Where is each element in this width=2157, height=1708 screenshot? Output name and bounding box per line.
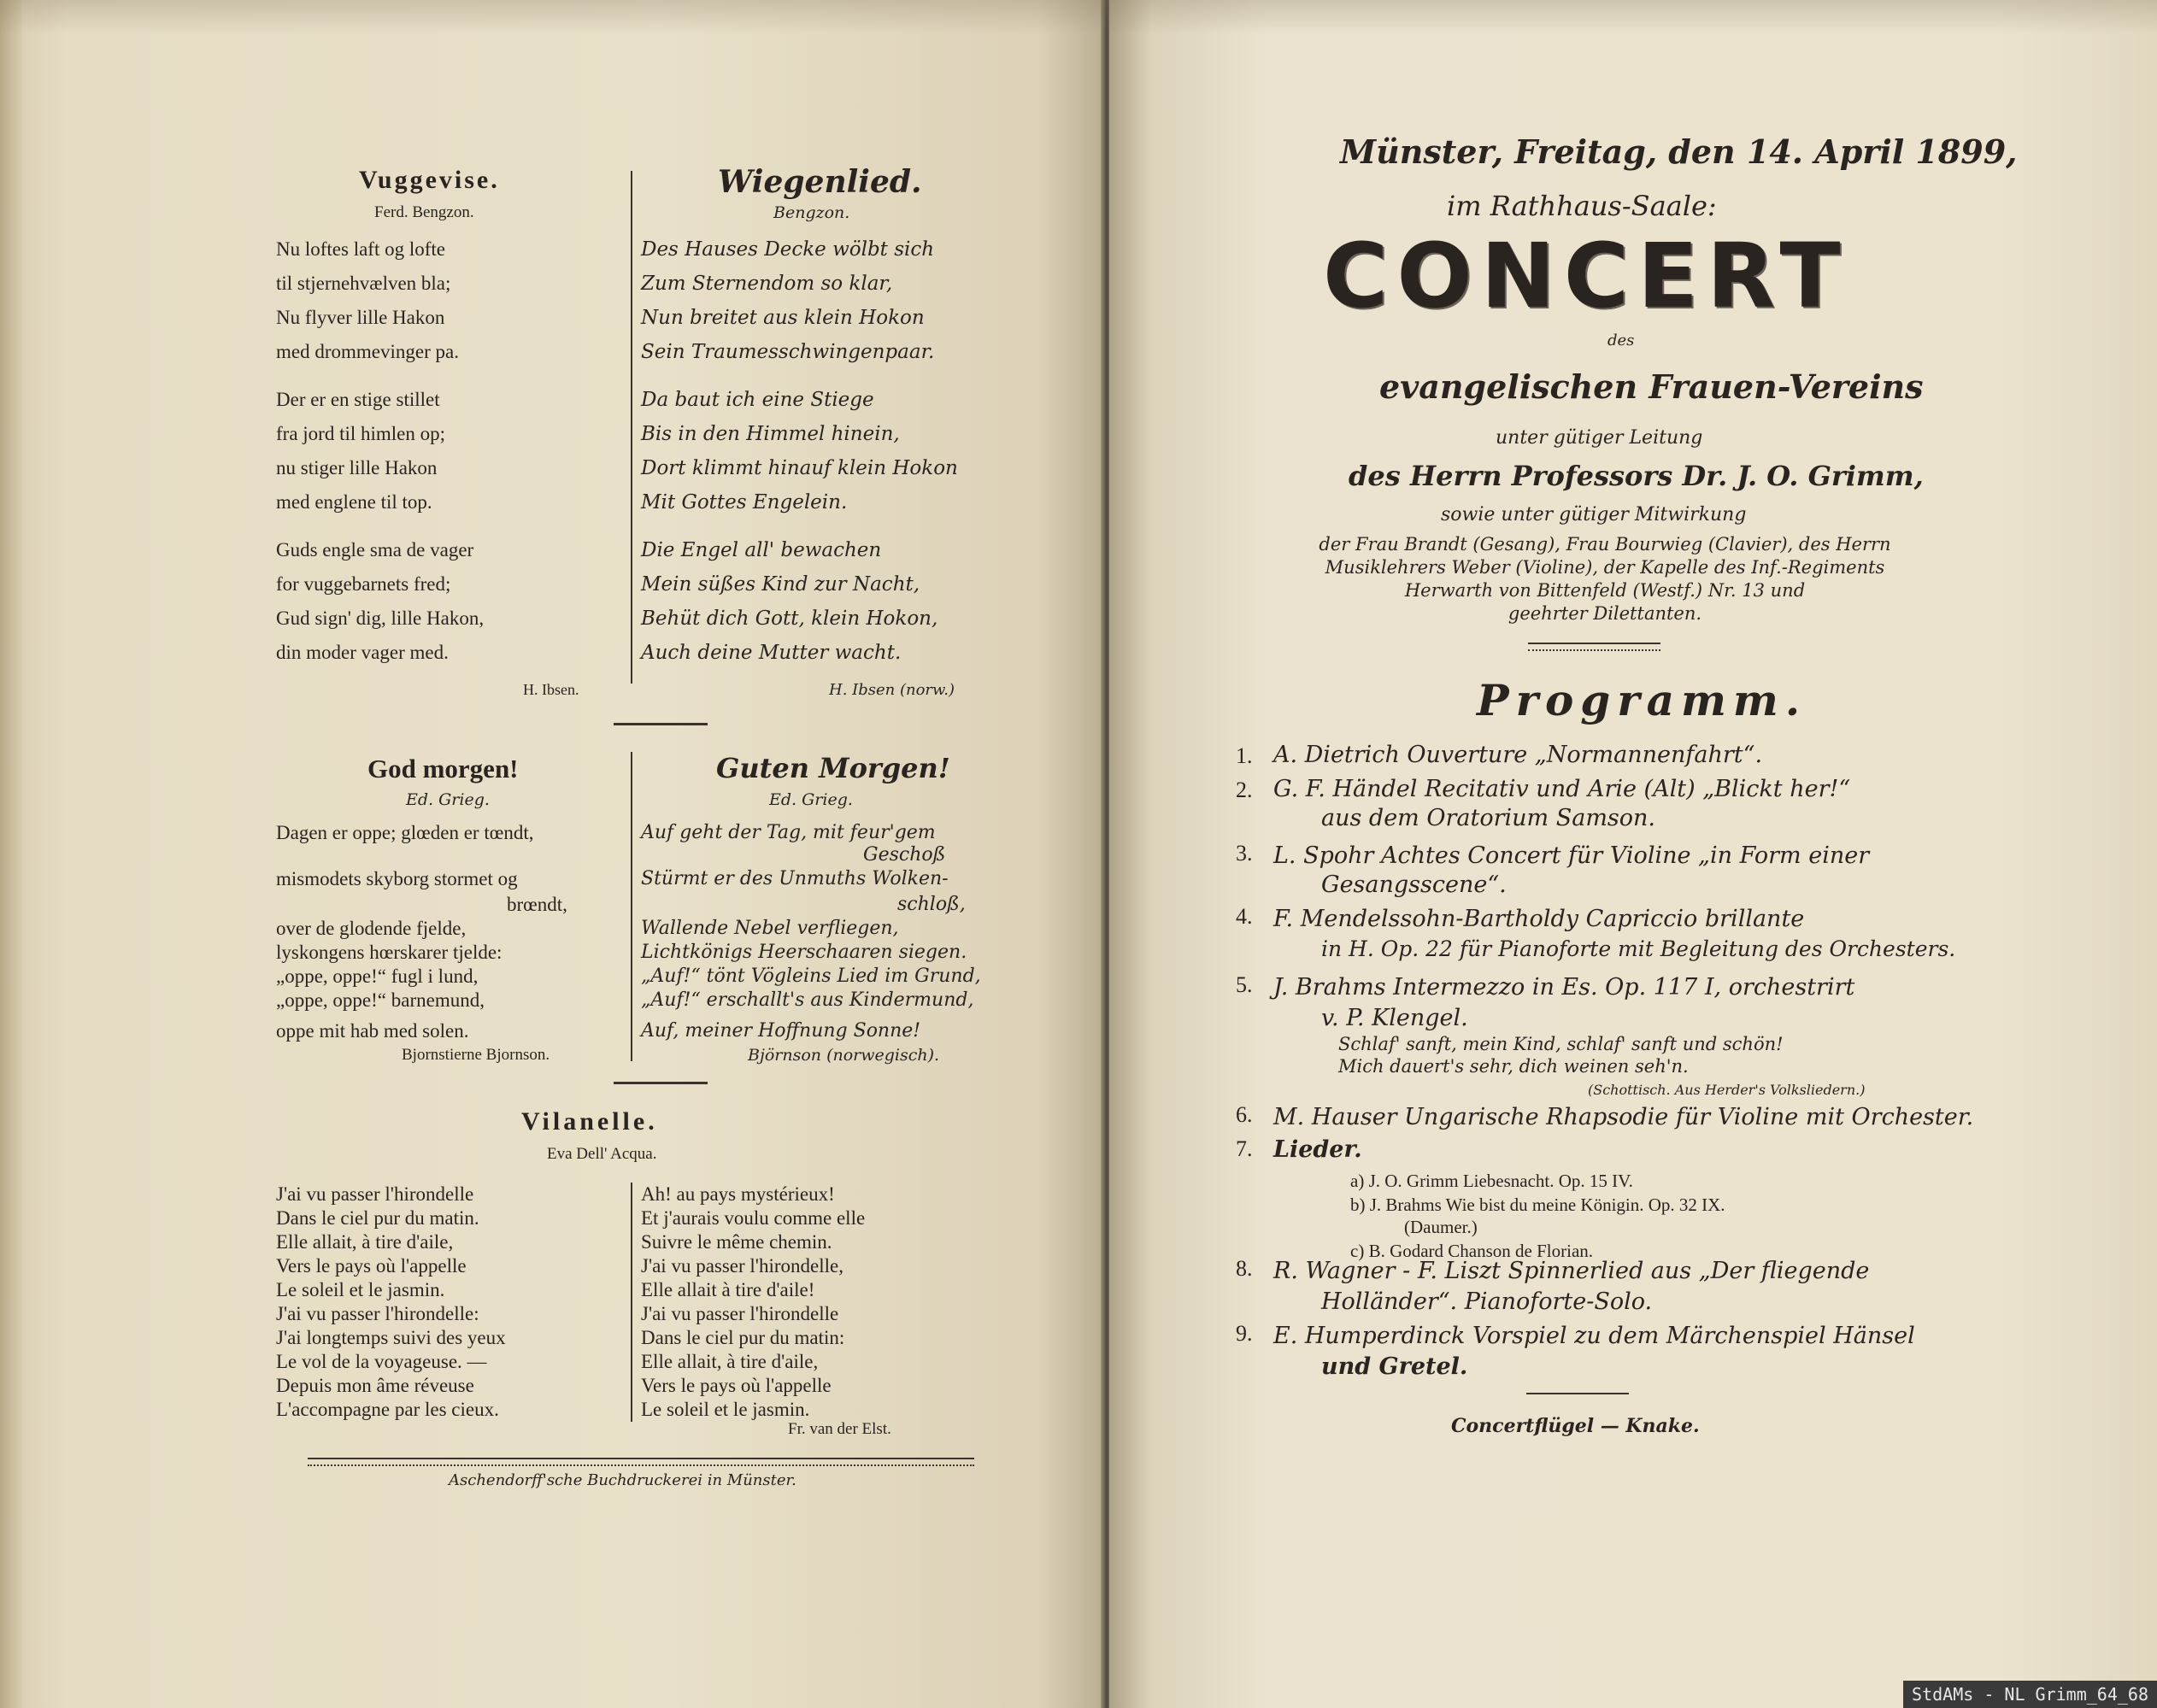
vilanelle-verse-right	[641, 1183, 865, 1422]
performers-line: geehrter Dilettanten.	[1508, 603, 1702, 624]
lied-item: (Daumer.)	[1404, 1217, 1478, 1237]
wiegenlied-author: Bengzon.	[773, 203, 850, 222]
song-verse: Schlaf' sanft, mein Kind, schlaf' sanft und schön!	[1338, 1034, 1784, 1054]
verse-line: Gud sign' dig, lille Hakon,	[276, 607, 485, 629]
item-number: 9.	[1236, 1321, 1253, 1346]
verse-line: med drommevinger pa.	[276, 341, 459, 362]
verse-line: „Auf!“ erschallt's aus Kindermund,	[641, 989, 974, 1011]
verse-line: Sein Traumesschwingenpaar.	[641, 341, 935, 363]
piano-credit: Concertflügel — Knake.	[1451, 1415, 1700, 1437]
item-number: 5.	[1236, 972, 1253, 997]
verse-line: Bis in den Himmel hinein,	[641, 423, 900, 445]
program-item: R. Wagner - F. Liszt Spinnerlied aus „Der fliegende	[1273, 1258, 1870, 1284]
verse-line: Zum Sternendom so klar,	[641, 273, 893, 295]
verse-line: schloß,	[897, 894, 966, 915]
programm-heading: Programm.	[1477, 675, 1807, 725]
des-label: des	[1607, 332, 1635, 349]
wiegenlied-verse	[641, 232, 958, 670]
item-number: 2.	[1236, 778, 1253, 802]
verse-line: „oppe, oppe!“ fugl i lund,	[276, 966, 479, 987]
conductor: des Herrn Professors Dr. J. O. Grimm,	[1349, 460, 1924, 492]
verse-line: Le soleil et le jasmin.	[641, 1399, 810, 1420]
verse-line: Die Engel all' bewachen	[641, 539, 882, 561]
vilanelle-title: Vilanelle.	[521, 1107, 658, 1136]
item-number: 4.	[1236, 904, 1253, 929]
vilanelle-author: Eva Dell' Acqua.	[547, 1145, 657, 1163]
verse-line: Suivre le même chemin.	[641, 1231, 832, 1253]
verse-line: Nu loftes laft og lofte	[276, 238, 446, 260]
program-item: E. Humperdinck Vorspiel zu dem Märchenspiel Hänsel	[1273, 1323, 1915, 1349]
verse-line: Le soleil et le jasmin.	[276, 1279, 445, 1300]
verse-line: Vers le pays où l'appelle	[641, 1375, 832, 1396]
verse-line: Dans le ciel pur du matin:	[641, 1327, 845, 1348]
item-number: 3.	[1236, 841, 1253, 866]
column-divider	[631, 171, 632, 684]
section-rule	[614, 723, 708, 725]
section-rule	[614, 1082, 708, 1084]
vilanelle-credit: Fr. van der Elst.	[788, 1420, 891, 1438]
verse-line: J'ai vu passer l'hirondelle	[641, 1303, 839, 1324]
verse-line: Et j'aurais voulu comme elle	[641, 1207, 866, 1229]
archive-label: StdAMs - NL Grimm_64_68	[1903, 1681, 2157, 1708]
program-item: G. F. Händel Recitativ und Arie (Alt) „Blickt her!“	[1273, 776, 1851, 802]
verse-line: mismodets skyborg stormet og	[276, 868, 518, 889]
song-verse: Mich dauert's sehr, dich weinen seh'n.	[1338, 1056, 1689, 1077]
verse-line: „Auf!“ tönt Vögleins Lied im Grund,	[641, 966, 981, 987]
page-edge	[0, 0, 22, 1708]
column-divider	[631, 1183, 632, 1422]
section-rule	[1526, 1393, 1629, 1394]
program-item: M. Hauser Ungarische Rhapsodie für Violine mit Orchester.	[1273, 1104, 1974, 1130]
verse-line: Ah! au pays mystérieux!	[641, 1183, 835, 1205]
verse-line: brœndt,	[507, 894, 567, 915]
verse-line: Stürmt er des Unmuths Wolken-	[641, 868, 949, 889]
verse-line: Dort klimmt hinauf klein Hokon	[641, 457, 958, 479]
gutenmorgen-author: Ed. Grieg.	[769, 790, 853, 809]
verse-line: med englene til top.	[276, 491, 432, 513]
column-divider	[631, 752, 632, 1061]
verse-line: lyskongens hœrskarer tjelde:	[276, 942, 503, 963]
verse-line: oppe mit hab med solen.	[276, 1020, 469, 1042]
song-note: (Schottisch. Aus Herder's Volksliedern.)	[1588, 1082, 1866, 1098]
gutenmorgen-credit: Björnson (norwegisch).	[748, 1046, 940, 1065]
program-item: J. Brahms Intermezzo in Es. Op. 117 I, orchestrirt	[1273, 974, 1855, 1001]
gutenmorgen-title: Guten Morgen!	[716, 752, 950, 784]
vuggevise-author: Ferd. Bengzon.	[374, 203, 474, 221]
verse-line: Geschoß	[863, 844, 946, 866]
performers-line: Herwarth von Bittenfeld (Westf.) Nr. 13 und	[1404, 580, 1806, 601]
verse-line: Dagen er oppe; glœden er tœndt,	[276, 822, 534, 843]
performers-line: Musiklehrers Weber (Violine), der Kapelle des Inf.-Regiments	[1325, 557, 1885, 578]
performers	[1237, 533, 1972, 625]
verse-line: Dans le ciel pur du matin.	[276, 1207, 479, 1229]
ornamental-rule	[1528, 643, 1660, 651]
godmorgen-author: Ed. Grieg.	[406, 790, 490, 809]
verse-line: J'ai vu passer l'hirondelle,	[641, 1255, 843, 1277]
ornamental-rule	[308, 1458, 974, 1466]
item-number: 6.	[1236, 1102, 1253, 1127]
verse-line: Der er en stige stillet	[276, 389, 440, 410]
verse-line: Mit Gottes Engelein.	[641, 491, 848, 514]
right-page	[1109, 0, 2157, 1708]
verse-line: for vuggebarnets fred;	[276, 573, 451, 595]
lied-item: a) J. O. Grimm Liebesnacht. Op. 15 IV.	[1350, 1171, 1633, 1191]
verse-line: Elle allait, à tire d'aile,	[641, 1351, 819, 1372]
concert-title: CONCERT	[1323, 224, 1849, 328]
verse-line: Da baut ich eine Stiege	[641, 389, 874, 411]
verse-line: Elle allait, à tire d'aile,	[276, 1231, 454, 1253]
program-item-cont: in H. Op. 22 für Pianoforte mit Begleitung des Orchesters.	[1321, 936, 1956, 961]
verse-line: Wallende Nebel verfliegen,	[641, 918, 899, 939]
vuggevise-title: Vuggevise.	[359, 166, 500, 194]
printer-imprint: Aschendorff'sche Buchdruckerei in Münster.	[449, 1471, 796, 1489]
verse-line: J'ai vu passer l'hirondelle	[276, 1183, 474, 1205]
mitwirkung: sowie unter gütiger Mitwirkung	[1441, 504, 1747, 525]
verse-line: J'ai vu passer l'hirondelle:	[276, 1303, 479, 1324]
verse-line: Vers le pays où l'appelle	[276, 1255, 467, 1277]
performers-line: der Frau Brandt (Gesang), Frau Bourwieg (Clavier), des Herrn	[1319, 534, 1891, 555]
lied-item: b) J. Brahms Wie bist du meine Königin. Op. 32 IX.	[1350, 1194, 1725, 1215]
venue: im Rathhaus-Saale:	[1447, 190, 1717, 222]
item-number: 1.	[1236, 743, 1253, 768]
program-item: F. Mendelssohn-Bartholdy Capriccio brillante	[1273, 906, 1805, 932]
leitung: unter gütiger Leitung	[1496, 427, 1703, 449]
verse-line: Nun breitet aus klein Hokon	[641, 307, 925, 329]
verse-line: Auf geht der Tag, mit feur'gem	[641, 822, 936, 843]
vilanelle-verse-left	[276, 1183, 506, 1422]
program-item: Lieder.	[1273, 1136, 1362, 1163]
verse-line: fra jord til himlen op;	[276, 423, 446, 444]
program-item-cont: Holländer“. Pianoforte-Solo.	[1321, 1288, 1653, 1315]
verse-line: Mein süßes Kind zur Nacht,	[641, 573, 920, 596]
verse-line: Auf, meiner Hoffnung Sonne!	[641, 1020, 921, 1042]
vuggevise-verse	[276, 232, 484, 670]
program-item-cont: und Gretel.	[1321, 1353, 1468, 1380]
verse-line: nu stiger lille Hakon	[276, 457, 438, 478]
society-name: evangelischen Frauen-Vereins	[1379, 367, 1924, 406]
verse-line: Le vol de la voyageuse. —	[276, 1351, 487, 1372]
dateline: Münster, Freitag, den 14. April 1899,	[1340, 132, 2018, 171]
wiegenlied-credit: H. Ibsen (norw.)	[829, 681, 955, 699]
verse-line: Nu flyver lille Hakon	[276, 307, 445, 328]
verse-line: J'ai longtemps suivi des yeux	[276, 1327, 506, 1348]
verse-line: Depuis mon âme réveuse	[276, 1375, 474, 1396]
verse-line: din moder vager med.	[276, 642, 449, 663]
program-item-cont: Gesangsscene“.	[1321, 872, 1507, 898]
verse-line: til stjernehvælven bla;	[276, 273, 451, 294]
wiegenlied-title: Wiegenlied.	[718, 164, 922, 200]
program-item-cont: aus dem Oratorium Samson.	[1321, 805, 1656, 831]
verse-line: Elle allait à tire d'aile!	[641, 1279, 815, 1300]
program-item: A. Dietrich Ouverture „Normannenfahrt“.	[1273, 742, 1763, 768]
verse-line: Guds engle sma de vager	[276, 539, 474, 561]
item-number: 7.	[1236, 1136, 1253, 1161]
lied-item: c) B. Godard Chanson de Florian.	[1350, 1241, 1594, 1261]
verse-line: L'accompagne par les cieux.	[276, 1399, 499, 1420]
vuggevise-credit: H. Ibsen.	[523, 681, 579, 698]
verse-line: „oppe, oppe!“ barnemund,	[276, 989, 485, 1011]
verse-line: Lichtkönigs Heerschaaren siegen.	[641, 942, 967, 963]
program-item-cont: v. P. Klengel.	[1321, 1005, 1468, 1031]
godmorgen-title: God morgen!	[367, 754, 519, 784]
verse-line: Auch deine Mutter wacht.	[641, 642, 902, 664]
program-item: L. Spohr Achtes Concert für Violine „in Form einer	[1273, 842, 1870, 869]
verse-line: Des Hauses Decke wölbt sich	[641, 238, 935, 261]
page-shading	[0, 0, 2157, 34]
item-number: 8.	[1236, 1256, 1253, 1281]
verse-line: Behüt dich Gott, klein Hokon,	[641, 607, 938, 630]
verse-line: over de glodende fjelde,	[276, 918, 467, 939]
godmorgen-credit: Bjornstierne Bjornson.	[402, 1046, 550, 1064]
